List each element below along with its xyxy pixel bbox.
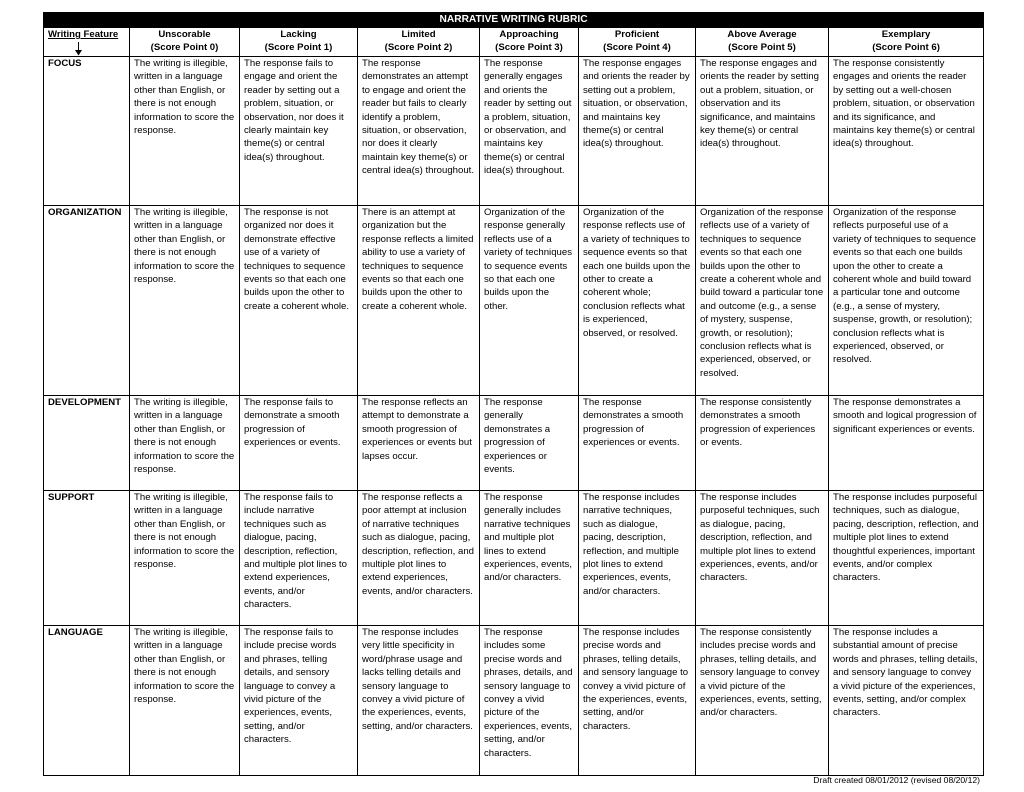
level-header-6 [829,28,984,57]
criterion-row [44,491,984,626]
criterion-row [44,396,984,491]
level-score: (Score Point 1) [264,42,333,54]
descriptor-cell: The writing is illegible, written in a language other than English, or there is not enough information to score the response. [130,491,240,626]
descriptor-cell: The response demonstrates an attempt to engage and orient the reader but fails to clearly identify a problem, situation, or observation, nor does it clearly maintain key theme(s) or central idea(s) throughout. [358,57,480,206]
descriptor-cell: The response includes purposeful techniques, such as dialogue, pacing, description, reflection, and multiple plot lines to extend thoughtful experiences, important events, and/or complex characters. [829,491,984,626]
descriptor-cell: The response consistently includes precise words and phrases, telling details, and sensory language to convey a vivid picture of the experiences, events, setting, and/or characters. [696,626,829,776]
level-label: Proficient [614,29,660,40]
level-score: (Score Point 0) [150,42,219,54]
level-label: Above Average [727,29,797,40]
down-arrow-icon [74,42,83,56]
descriptor-cell: The response demonstrates a smooth progression of experiences or events. [579,396,696,491]
criterion-label: ORGANIZATION [44,206,130,396]
descriptor-cell: Organization of the response reflects use of a variety of techniques to sequence events so that each one builds upon the other to create a coherent whole; conclusion reflects what is experienced, observed, or resolved. [579,206,696,396]
level-header-5 [696,28,829,57]
descriptor-cell: The response generally engages and orients the reader by setting out a problem, situation, or observation, and maintains key theme(s) or central idea(s) throughout. [480,57,579,206]
descriptor-cell: The writing is illegible, written in a language other than English, or there is not enough information to score the response. [130,57,240,206]
descriptor-cell: The response fails to include narrative techniques such as dialogue, pacing, description, reflection, and multiple plot lines to extend experiences, events, and/or characters. [240,491,358,626]
level-label: Approaching [499,29,559,40]
level-label: Exemplary [881,29,931,40]
rubric-title: NARRATIVE WRITING RUBRIC [44,13,984,28]
descriptor-cell: The response engages and orients the reader by setting out a problem, situation, or observation and its significance, and maintains key theme(s) or central idea(s) throughout. [696,57,829,206]
descriptor-cell: The response consistently engages and orients the reader by setting out a well-chosen problem, situation, or observation and its significance, and maintains key theme(s) or central idea(s) throughout. [829,57,984,206]
level-header-2 [358,28,480,57]
criterion-row [44,626,984,776]
descriptor-cell: The writing is illegible, written in a language other than English, or there is not enough information to score the response. [130,626,240,776]
level-score: (Score Point 5) [728,42,796,54]
level-header-4 [579,28,696,57]
level-label: Lacking [280,29,317,40]
draft-note: Draft created 08/01/2012 (revised 08/20/12) [813,775,980,785]
descriptor-cell: The response fails to demonstrate a smooth progression of experiences or events. [240,396,358,491]
level-score: (Score Point 4) [603,42,671,54]
level-score: (Score Point 6) [872,42,940,54]
descriptor-cell: The response includes narrative techniques, such as dialogue, pacing, description, reflection, and multiple plot lines to extend experiences, events, and/or characters. [579,491,696,626]
descriptor-cell: Organization of the response generally reflects use of a variety of techniques to sequence events so that each one builds upon the other. [480,206,579,396]
level-label: Limited [401,29,436,40]
descriptor-cell: The response is not organized nor does it demonstrate effective use of a variety of techniques to sequence events so that each one builds upon the other to create a coherent whole. [240,206,358,396]
writing-feature-label: Writing Feature [48,29,119,40]
header-row [44,28,984,57]
descriptor-cell: The writing is illegible, written in a language other than English, or there is not enough information to score the response. [130,206,240,396]
rubric-table [43,12,984,776]
descriptor-cell: The response includes a substantial amount of precise words and phrases, telling details, and sensory language to convey a vivid picture of the experiences, events, setting, and/or complex characters. [829,626,984,776]
descriptor-cell: The response generally demonstrates a progression of experiences or events. [480,396,579,491]
criterion-label: SUPPORT [44,491,130,626]
descriptor-cell: The response includes some precise words and phrases, details, and sensory language to convey a vivid picture of the experiences, events, setting, and/or characters. [480,626,579,776]
descriptor-cell: There is an attempt at organization but the response reflects a limited ability to use a variety of techniques to sequence events so that each one builds upon the other to create a coherent whole. [358,206,480,396]
descriptor-cell: The response fails to include precise words and phrases, telling details, and sensory language to convey a vivid picture of the experiences, events, setting, and/or characters. [240,626,358,776]
descriptor-cell: The response generally includes narrative techniques and multiple plot lines to extend experiences, events, and/or characters. [480,491,579,626]
descriptor-cell: The response includes purposeful techniques, such as dialogue, pacing, description, reflection, and multiple plot lines to extend experiences, events, and/or characters. [696,491,829,626]
descriptor-cell: The response engages and orients the reader by setting out a problem, situation, or observation, and maintains key theme(s) or central idea(s) throughout. [579,57,696,206]
descriptor-cell: The response fails to engage and orient the reader by setting out a problem, situation, or observation, nor does it clearly maintain key theme(s) or central idea(s) throughout. [240,57,358,206]
descriptor-cell: Organization of the response reflects purposeful use of a variety of techniques to sequence events so that each one builds upon the other to create a coherent whole and build toward a particular tone and outcome (e.g., a sense of mystery, suspense, growth, or resolution); conclusion reflects what is experienced, observed, or resolved. [829,206,984,396]
descriptor-cell: The response reflects a poor attempt at inclusion of narrative techniques such as dialogue, pacing, description, reflection, and multiple plot lines to extend experiences, events, and/or characters. [358,491,480,626]
level-header-3 [480,28,579,57]
descriptor-cell: The response includes very little specificity in word/phrase usage and lacks telling details and sensory language to convey a vivid picture of the experiences, events, setting, and/or characters. [358,626,480,776]
descriptor-cell: The writing is illegible, written in a language other than English, or there is not enough information to score the response. [130,396,240,491]
descriptor-cell: Organization of the response reflects use of a variety of techniques to sequence events so that each one builds upon the other to create a coherent whole and build toward a particular tone and outcome (e.g., a sense of mystery, suspense, growth, or resolution); conclusion reflects what is experienced, observed, or resolved. [696,206,829,396]
descriptor-cell: The response reflects an attempt to demonstrate a smooth progression of experiences or events but lapses occur. [358,396,480,491]
level-header-0 [130,28,240,57]
descriptor-cell: The response demonstrates a smooth and logical progression of significant experiences or events. [829,396,984,491]
level-score: (Score Point 2) [384,42,453,54]
criterion-label: DEVELOPMENT [44,396,130,491]
level-score: (Score Point 3) [495,42,563,54]
writing-feature-header [44,28,130,57]
level-header-1 [240,28,358,57]
descriptor-cell: The response consistently demonstrates a smooth progression of experiences or events. [696,396,829,491]
criterion-row [44,57,984,206]
level-label: Unscorable [158,29,211,40]
criterion-row [44,206,984,396]
descriptor-cell: The response includes precise words and phrases, telling details, and sensory language to convey a vivid picture of the experiences, events, setting, and/or characters. [579,626,696,776]
criterion-label: LANGUAGE [44,626,130,776]
criterion-label: FOCUS [44,57,130,206]
